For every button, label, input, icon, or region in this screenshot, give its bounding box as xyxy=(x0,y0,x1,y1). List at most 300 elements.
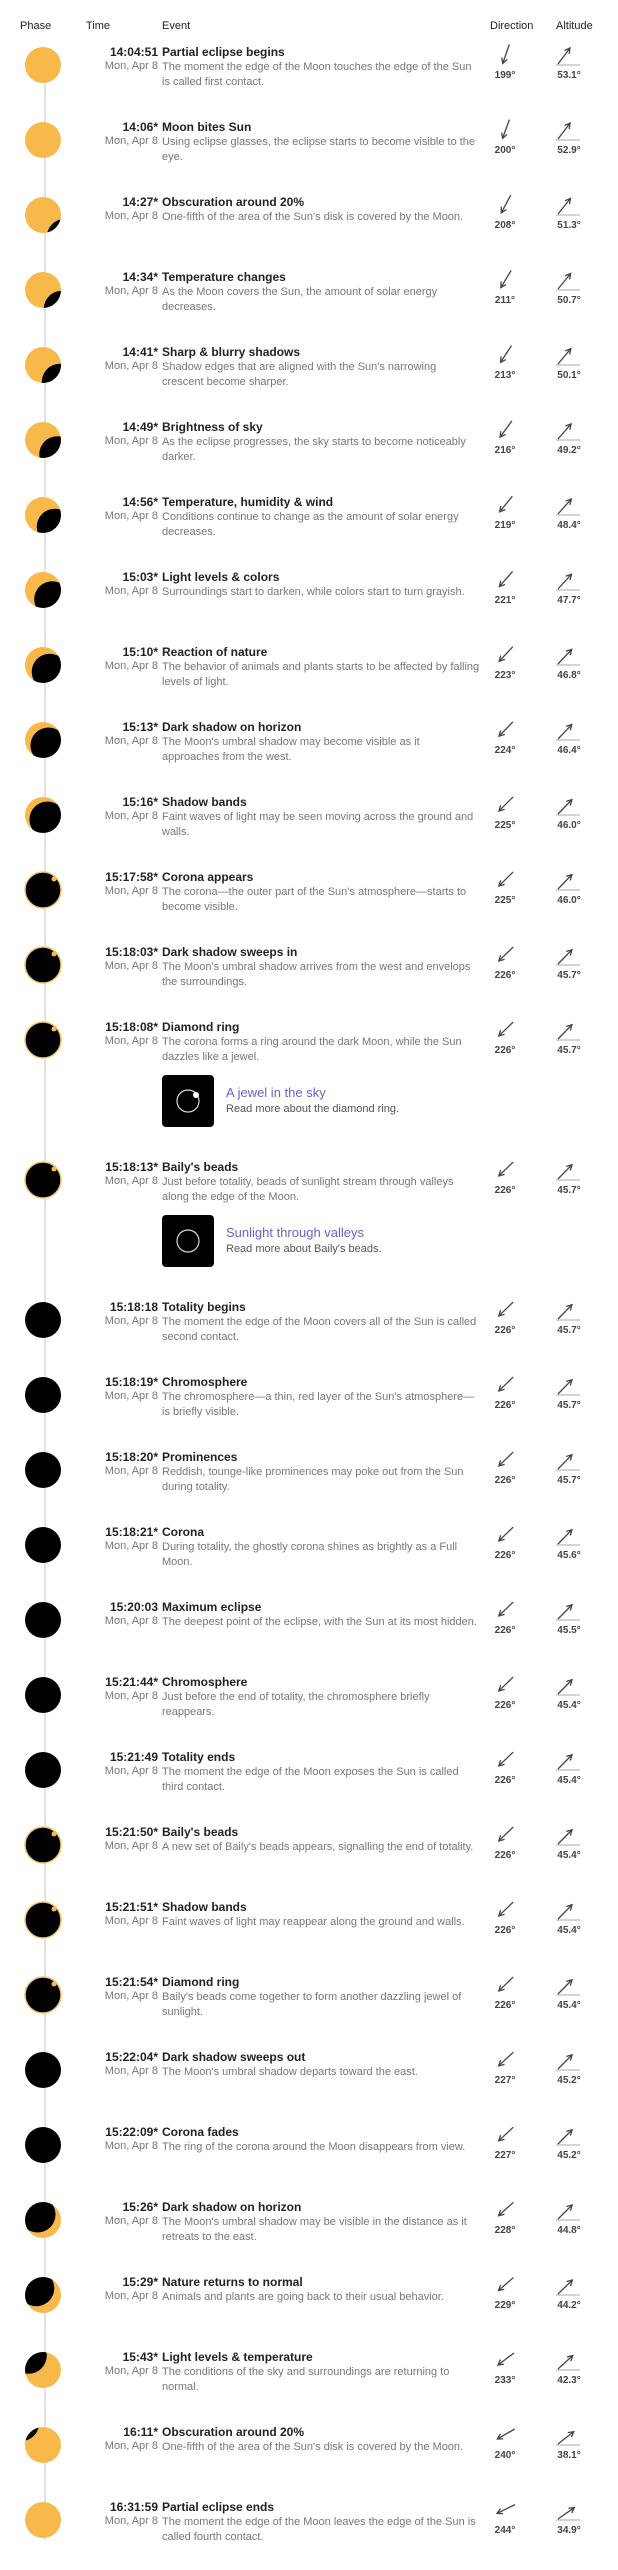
direction-cell xyxy=(488,1747,522,1789)
direction-cell xyxy=(488,2272,522,2314)
event-description: The ring of the corona around the Moon disappears from view. xyxy=(162,2141,466,2153)
direction-arrow-icon xyxy=(492,2272,520,2298)
event-time: 15:29* xyxy=(122,2275,158,2289)
direction-cell xyxy=(488,1597,522,1639)
altitude-value: 44.8° xyxy=(557,2225,581,2236)
altitude-cell xyxy=(552,2347,588,2389)
altitude-cell xyxy=(552,117,588,159)
event-title: Diamond ring xyxy=(162,1975,240,1989)
direction-arrow-icon xyxy=(492,1297,520,1323)
header-phase: Phase xyxy=(20,20,52,32)
altitude-value: 45.7° xyxy=(557,1045,581,1056)
phase-icon xyxy=(23,1675,63,1715)
event-date: Mon, Apr 8 xyxy=(104,2515,158,2527)
direction-cell xyxy=(488,417,522,459)
direction-arrow-icon xyxy=(492,1447,520,1473)
direction-arrow-icon xyxy=(492,642,520,668)
event-title: Obscuration around 20% xyxy=(162,2425,305,2439)
altitude-cell xyxy=(552,567,588,609)
altitude-value: 45.7° xyxy=(557,1185,581,1196)
direction-cell xyxy=(488,1157,522,1199)
phase-icon xyxy=(23,1020,63,1060)
direction-value: 228° xyxy=(494,2225,516,2236)
event-title: Chromosphere xyxy=(162,1375,248,1389)
direction-arrow-icon xyxy=(492,342,520,368)
altitude-arrow-icon xyxy=(554,2197,582,2223)
direction-arrow-icon xyxy=(492,867,520,893)
direction-arrow-icon xyxy=(492,567,520,593)
event-date: Mon, Apr 8 xyxy=(104,885,158,897)
event-title: Baily's beads xyxy=(162,1160,239,1174)
event-description: The behavior of animals and plants starts to be affected by falling levels of light. xyxy=(162,661,480,688)
read-more-card[interactable] xyxy=(162,1075,422,1127)
phase-cell xyxy=(23,570,63,610)
altitude-value: 50.7° xyxy=(557,295,581,306)
timeline-row xyxy=(0,340,618,415)
altitude-cell xyxy=(552,1672,588,1714)
altitude-cell xyxy=(552,1447,588,1489)
event-date: Mon, Apr 8 xyxy=(104,210,158,222)
altitude-value: 46.8° xyxy=(557,670,581,681)
event-time: 15:21:54* xyxy=(105,1975,158,1989)
phase-cell xyxy=(23,2350,63,2390)
event-date: Mon, Apr 8 xyxy=(104,810,158,822)
event-description: As the eclipse progresses, the sky starts to become noticeably darker. xyxy=(162,436,466,463)
event-title: Corona xyxy=(162,1525,204,1539)
header-direction: Direction xyxy=(490,20,534,32)
altitude-cell xyxy=(552,2197,588,2239)
event-title: Corona appears xyxy=(162,870,254,884)
direction-arrow-icon xyxy=(492,717,520,743)
altitude-value: 45.5° xyxy=(557,1625,581,1636)
timeline-row xyxy=(0,1820,618,1895)
timeline-row xyxy=(0,640,618,715)
phase-cell xyxy=(23,1525,63,1565)
event-title: Diamond ring xyxy=(162,1020,240,1034)
phase-icon xyxy=(23,1600,63,1640)
event-date: Mon, Apr 8 xyxy=(104,1175,158,1187)
event-date: Mon, Apr 8 xyxy=(104,585,158,597)
direction-cell xyxy=(488,1672,522,1714)
phase-icon xyxy=(23,1160,63,1200)
event-time: 16:31:59 xyxy=(109,2500,158,2514)
event-date: Mon, Apr 8 xyxy=(104,2440,158,2452)
direction-arrow-icon xyxy=(492,942,520,968)
altitude-value: 38.1° xyxy=(557,2450,581,2461)
timeline-row xyxy=(0,940,618,1015)
event-date: Mon, Apr 8 xyxy=(104,1315,158,1327)
phase-icon xyxy=(23,570,63,610)
event-description: Conditions continue to change as the amount of solar energy decreases. xyxy=(162,511,459,538)
phase-cell xyxy=(23,645,63,685)
timeline-row xyxy=(0,1970,618,2045)
read-more-card[interactable] xyxy=(162,1215,422,1267)
event-time: 14:56* xyxy=(122,495,158,509)
card-thumbnail[interactable] xyxy=(162,1215,214,1267)
altitude-arrow-icon xyxy=(554,1447,582,1473)
phase-icon xyxy=(23,2350,63,2390)
direction-value: 227° xyxy=(494,2075,516,2086)
timeline-row xyxy=(0,415,618,490)
event-title: Light levels & temperature xyxy=(162,2350,313,2364)
altitude-value: 45.4° xyxy=(557,1775,581,1786)
phase-cell xyxy=(23,2425,63,2465)
event-time: 14:06* xyxy=(122,120,158,134)
altitude-value: 45.6° xyxy=(557,1550,581,1561)
event-title: Partial eclipse begins xyxy=(162,45,285,59)
event-date: Mon, Apr 8 xyxy=(104,1990,158,2002)
event-date: Mon, Apr 8 xyxy=(104,1765,158,1777)
direction-value: 226° xyxy=(494,1185,516,1196)
event-description: Just before the end of totality, the chromosphere briefly reappears. xyxy=(162,1691,430,1718)
direction-value: 226° xyxy=(494,970,516,981)
altitude-cell xyxy=(552,1157,588,1199)
phase-icon xyxy=(23,945,63,985)
phase-cell xyxy=(23,45,63,85)
phase-cell xyxy=(23,270,63,310)
phase-cell xyxy=(23,1450,63,1490)
direction-cell xyxy=(488,1897,522,1939)
event-time: 15:43* xyxy=(122,2350,158,2364)
phase-icon xyxy=(23,1750,63,1790)
phase-icon xyxy=(23,2500,63,2540)
card-link[interactable]: Sunlight through valleys xyxy=(226,1225,365,1240)
direction-value: 240° xyxy=(494,2450,516,2461)
event-title: Shadow bands xyxy=(162,795,247,809)
altitude-arrow-icon xyxy=(554,867,582,893)
direction-value: 244° xyxy=(494,2525,516,2536)
altitude-cell xyxy=(552,1297,588,1339)
event-date: Mon, Apr 8 xyxy=(104,2365,158,2377)
altitude-value: 45.7° xyxy=(557,970,581,981)
event-title: Dark shadow sweeps in xyxy=(162,945,298,959)
direction-value: 226° xyxy=(494,1700,516,1711)
phase-icon xyxy=(23,270,63,310)
phase-icon xyxy=(23,1300,63,1340)
phase-icon xyxy=(23,195,63,235)
altitude-cell xyxy=(552,2497,588,2539)
altitude-cell xyxy=(552,342,588,384)
phase-cell xyxy=(23,2125,63,2165)
altitude-value: 46.0° xyxy=(557,820,581,831)
direction-arrow-icon xyxy=(492,1157,520,1183)
direction-value: 226° xyxy=(494,1475,516,1486)
phase-cell xyxy=(23,420,63,460)
event-date: Mon, Apr 8 xyxy=(104,435,158,447)
altitude-cell xyxy=(552,2047,588,2089)
altitude-arrow-icon xyxy=(554,1372,582,1398)
altitude-cell xyxy=(552,2272,588,2314)
altitude-value: 45.7° xyxy=(557,1400,581,1411)
altitude-arrow-icon xyxy=(554,717,582,743)
altitude-cell xyxy=(552,192,588,234)
direction-cell xyxy=(488,717,522,759)
event-description: Surroundings start to darken, while colors start to turn grayish. xyxy=(162,586,465,598)
phase-cell xyxy=(23,1020,63,1060)
phase-icon xyxy=(23,645,63,685)
direction-cell xyxy=(488,1017,522,1059)
event-title: Temperature changes xyxy=(162,270,286,284)
direction-value: 223° xyxy=(494,670,516,681)
altitude-value: 45.2° xyxy=(557,2075,581,2086)
event-date: Mon, Apr 8 xyxy=(104,1035,158,1047)
direction-cell xyxy=(488,1447,522,1489)
event-description: The moment the edge of the Moon exposes the Sun is called third contact. xyxy=(162,1766,459,1793)
event-description: Animals and plants are going back to their usual behavior. xyxy=(162,2291,444,2303)
event-date: Mon, Apr 8 xyxy=(104,360,158,372)
event-description: Faint waves of light may reappear along the ground and walls. xyxy=(162,1916,465,1928)
event-title: Temperature, humidity & wind xyxy=(162,495,334,509)
phase-cell xyxy=(23,1975,63,2015)
phase-cell xyxy=(23,1600,63,1640)
event-description: The Moon's umbral shadow departs toward the east. xyxy=(162,2066,418,2078)
event-description: Baily's beads come together to form another dazzling jewel of sunlight. xyxy=(162,1991,462,2018)
altitude-value: 52.9° xyxy=(557,145,581,156)
altitude-arrow-icon xyxy=(554,2497,582,2523)
altitude-arrow-icon xyxy=(554,2347,582,2373)
altitude-cell xyxy=(552,1972,588,2014)
event-time: 15:18:13* xyxy=(105,1160,158,1174)
direction-arrow-icon xyxy=(492,1017,520,1043)
timeline-row xyxy=(0,2420,618,2495)
timeline-row xyxy=(0,1895,618,1970)
event-time: 14:04:51 xyxy=(109,45,158,59)
altitude-value: 46.4° xyxy=(557,745,581,756)
phase-icon xyxy=(23,795,63,835)
direction-value: 233° xyxy=(494,2375,516,2386)
direction-arrow-icon xyxy=(492,2197,520,2223)
phase-cell xyxy=(23,2500,63,2540)
altitude-arrow-icon xyxy=(554,567,582,593)
altitude-arrow-icon xyxy=(554,417,582,443)
altitude-arrow-icon xyxy=(554,42,582,68)
phase-cell xyxy=(23,1675,63,1715)
timeline-row xyxy=(0,1520,618,1595)
event-title: Dark shadow on horizon xyxy=(162,720,302,734)
event-date: Mon, Apr 8 xyxy=(104,1690,158,1702)
altitude-arrow-icon xyxy=(554,192,582,218)
direction-arrow-icon xyxy=(492,2347,520,2373)
event-date: Mon, Apr 8 xyxy=(104,960,158,972)
event-date: Mon, Apr 8 xyxy=(104,1915,158,1927)
event-date: Mon, Apr 8 xyxy=(104,510,158,522)
phase-icon xyxy=(23,1825,63,1865)
direction-value: 213° xyxy=(494,370,516,381)
altitude-arrow-icon xyxy=(554,792,582,818)
phase-cell xyxy=(23,1300,63,1340)
event-time: 14:49* xyxy=(122,420,158,434)
event-title: Chromosphere xyxy=(162,1675,248,1689)
altitude-value: 34.9° xyxy=(557,2525,581,2536)
phase-cell xyxy=(23,720,63,760)
direction-cell xyxy=(488,1297,522,1339)
event-time: 15:17:58* xyxy=(105,870,158,884)
altitude-value: 51.3° xyxy=(557,220,581,231)
card-link[interactable]: A jewel in the sky xyxy=(226,1085,326,1100)
direction-value: 226° xyxy=(494,1625,516,1636)
direction-cell xyxy=(488,2497,522,2539)
phase-icon xyxy=(23,1375,63,1415)
phase-cell xyxy=(23,1900,63,1940)
direction-value: 226° xyxy=(494,1775,516,1786)
event-description: The chromosphere—a thin, red layer of the Sun's atmosphere—is briefly visible. xyxy=(162,1391,475,1418)
direction-cell xyxy=(488,867,522,909)
card-thumbnail[interactable] xyxy=(162,1075,214,1127)
event-title: Maximum eclipse xyxy=(162,1600,262,1614)
event-description: The Moon's umbral shadow may become visible as it approaches from the west. xyxy=(162,736,420,763)
event-date: Mon, Apr 8 xyxy=(104,1390,158,1402)
direction-value: 225° xyxy=(494,820,516,831)
phase-icon xyxy=(23,2125,63,2165)
event-time: 15:18:21* xyxy=(105,1525,158,1539)
event-title: Sharp & blurry shadows xyxy=(162,345,301,359)
altitude-cell xyxy=(552,792,588,834)
event-time: 14:41* xyxy=(122,345,158,359)
altitude-cell xyxy=(552,1522,588,1564)
phase-icon xyxy=(23,420,63,460)
event-date: Mon, Apr 8 xyxy=(104,2140,158,2152)
altitude-value: 45.7° xyxy=(557,1475,581,1486)
direction-value: 225° xyxy=(494,895,516,906)
timeline-row xyxy=(0,1595,618,1670)
phase-icon xyxy=(23,1525,63,1565)
altitude-arrow-icon xyxy=(554,1017,582,1043)
event-description: The deepest point of the eclipse, with the Sun at its most hidden. xyxy=(162,1616,477,1628)
event-description: A new set of Baily's beads appears, signalling the end of totality. xyxy=(162,1841,474,1853)
timeline-row xyxy=(0,1370,618,1445)
event-title: Partial eclipse ends xyxy=(162,2500,275,2514)
altitude-arrow-icon xyxy=(554,2122,582,2148)
direction-arrow-icon xyxy=(492,1972,520,1998)
direction-cell xyxy=(488,2422,522,2464)
timeline-row xyxy=(0,715,618,790)
direction-cell xyxy=(488,492,522,534)
timeline-row xyxy=(0,490,618,565)
altitude-value: 45.4° xyxy=(557,1850,581,1861)
event-description: The Moon's umbral shadow may be visible in the distance as it retreats to the east. xyxy=(162,2216,467,2243)
event-title: Obscuration around 20% xyxy=(162,195,305,209)
altitude-cell xyxy=(552,2122,588,2164)
altitude-value: 49.2° xyxy=(557,445,581,456)
event-date: Mon, Apr 8 xyxy=(104,660,158,672)
event-title: Reaction of nature xyxy=(162,645,268,659)
timeline-row xyxy=(0,2495,618,2570)
direction-value: 226° xyxy=(494,1400,516,1411)
altitude-arrow-icon xyxy=(554,1822,582,1848)
event-date: Mon, Apr 8 xyxy=(104,1540,158,1552)
direction-value: 224° xyxy=(494,745,516,756)
event-title: Totality begins xyxy=(162,1300,246,1314)
direction-cell xyxy=(488,42,522,84)
direction-value: 221° xyxy=(494,595,516,606)
event-time: 15:21:44* xyxy=(105,1675,158,1689)
event-title: Moon bites Sun xyxy=(162,120,252,134)
phase-icon xyxy=(23,2275,63,2315)
altitude-value: 53.1° xyxy=(557,70,581,81)
altitude-arrow-icon xyxy=(554,1597,582,1623)
direction-arrow-icon xyxy=(492,1822,520,1848)
direction-value: 229° xyxy=(494,2300,516,2311)
direction-value: 219° xyxy=(494,520,516,531)
event-time: 15:26* xyxy=(122,2200,158,2214)
phase-cell xyxy=(23,870,63,910)
event-title: Brightness of sky xyxy=(162,420,263,434)
event-description: One-fifth of the area of the Sun's disk is covered by the Moon. xyxy=(162,211,464,223)
timeline-row xyxy=(0,2120,618,2195)
altitude-arrow-icon xyxy=(554,2272,582,2298)
phase-icon xyxy=(23,2425,63,2465)
direction-value: 208° xyxy=(494,220,516,231)
phase-cell xyxy=(23,1160,63,1200)
altitude-cell xyxy=(552,867,588,909)
event-description: The moment the edge of the Moon touches the edge of the Sun is called first contact. xyxy=(162,61,472,88)
event-title: Dark shadow on horizon xyxy=(162,2200,302,2214)
altitude-value: 45.4° xyxy=(557,2000,581,2011)
direction-cell xyxy=(488,192,522,234)
altitude-arrow-icon xyxy=(554,1672,582,1698)
altitude-cell xyxy=(552,1822,588,1864)
event-title: Totality ends xyxy=(162,1750,236,1764)
event-time: 15:13* xyxy=(122,720,158,734)
event-description: Just before totality, beads of sunlight stream through valleys along the edge of the Moon. xyxy=(162,1176,454,1203)
altitude-cell xyxy=(552,417,588,459)
event-time: 15:21:49 xyxy=(109,1750,158,1764)
event-time: 15:18:03* xyxy=(105,945,158,959)
direction-arrow-icon xyxy=(492,267,520,293)
event-title: Light levels & colors xyxy=(162,570,280,584)
phase-cell xyxy=(23,2200,63,2240)
direction-cell xyxy=(488,342,522,384)
direction-arrow-icon xyxy=(492,492,520,518)
phase-cell xyxy=(23,2050,63,2090)
event-time: 15:20:03 xyxy=(109,1600,158,1614)
direction-arrow-icon xyxy=(492,2047,520,2073)
phase-icon xyxy=(23,45,63,85)
event-date: Mon, Apr 8 xyxy=(104,1615,158,1627)
event-time: 14:34* xyxy=(122,270,158,284)
altitude-arrow-icon xyxy=(554,342,582,368)
timeline-row xyxy=(0,790,618,865)
altitude-cell xyxy=(552,1747,588,1789)
direction-cell xyxy=(488,2122,522,2164)
event-date: Mon, Apr 8 xyxy=(104,285,158,297)
altitude-arrow-icon xyxy=(554,1972,582,1998)
altitude-cell xyxy=(552,492,588,534)
direction-arrow-icon xyxy=(492,1597,520,1623)
phase-icon xyxy=(23,870,63,910)
card-subtitle: Read more about the diamond ring. xyxy=(226,1103,400,1115)
event-description: The corona forms a ring around the dark Moon, while the Sun dazzles like a jewel. xyxy=(162,1036,462,1063)
direction-cell xyxy=(488,2197,522,2239)
event-title: Baily's beads xyxy=(162,1825,239,1839)
direction-arrow-icon xyxy=(492,792,520,818)
altitude-cell xyxy=(552,2422,588,2464)
phase-icon xyxy=(23,1450,63,1490)
event-time: 15:22:09* xyxy=(105,2125,158,2139)
phase-icon xyxy=(23,120,63,160)
altitude-value: 45.7° xyxy=(557,1325,581,1336)
event-time: 15:18:18 xyxy=(109,1300,158,1314)
event-description: The moment the edge of the Moon leaves the edge of the Sun is called fourth contact. xyxy=(162,2516,476,2543)
direction-arrow-icon xyxy=(492,2497,520,2523)
timeline-row xyxy=(0,1445,618,1520)
event-description: Using eclipse glasses, the eclipse starts to become visible to the eye. xyxy=(162,136,476,163)
timeline-row xyxy=(0,115,618,190)
altitude-value: 47.7° xyxy=(557,595,581,606)
timeline-row xyxy=(0,2345,618,2420)
direction-cell xyxy=(488,567,522,609)
event-description: As the Moon covers the Sun, the amount of solar energy decreases. xyxy=(162,286,438,313)
